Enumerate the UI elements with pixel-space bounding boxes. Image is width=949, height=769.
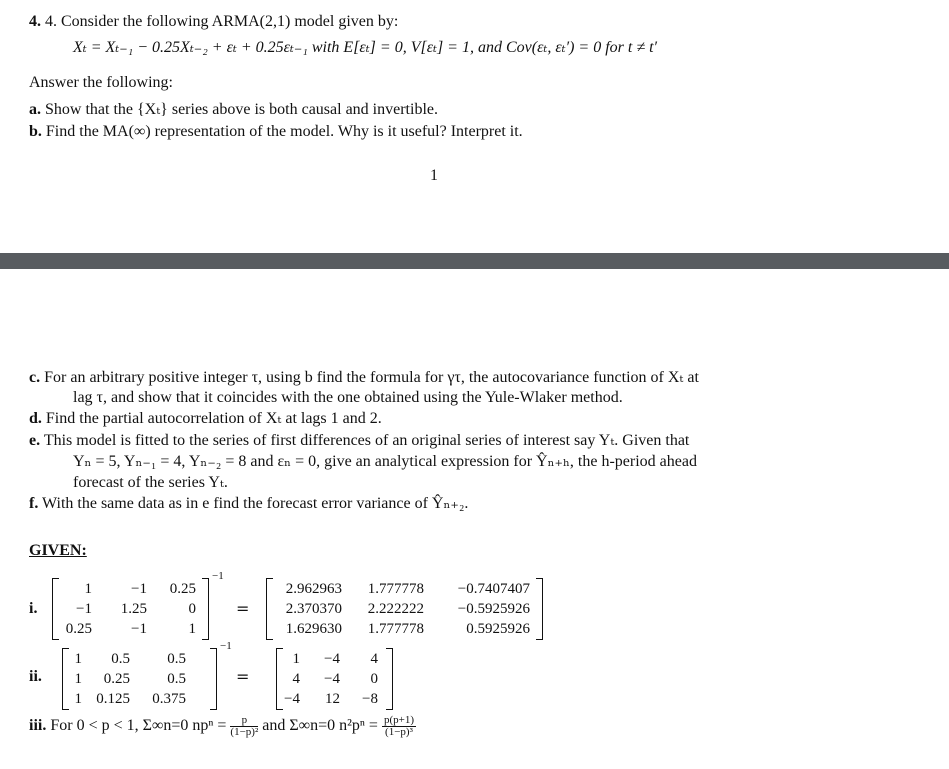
matrix-i-left-cell: −1 [131, 621, 147, 637]
matrix-ii-right-cell: −8 [362, 691, 378, 707]
part-c [29, 368, 699, 388]
part-a-text: Show that the {Xₜ} series above is both causal and invertible. [45, 101, 438, 118]
matrix-ii-right-cell: 4 [292, 671, 300, 687]
equals-sign: = [236, 599, 250, 618]
matrix-ii-right-cell: 4 [370, 651, 378, 667]
matrix-i-right-cell: 2.370370 [285, 601, 342, 617]
matrix-ii-right [276, 646, 401, 712]
matrix-i-right [266, 576, 551, 642]
part-c-text-2: lag τ, and show that it coincides with the one obtained using the Yule-Wlaker method. [73, 389, 623, 406]
part-b [29, 122, 523, 142]
fraction-1-den: (1−p)² [230, 726, 259, 738]
inverse-superscript: −1 [212, 570, 224, 582]
matrix-ii-right-cell: −4 [324, 671, 340, 687]
bracket-left [52, 578, 59, 640]
matrix-i-left-cell: 0.25 [65, 621, 92, 637]
given-ii-label: ii. [29, 668, 42, 685]
matrix-ii-right-cell: 0 [370, 671, 378, 687]
given-heading: GIVEN: [29, 542, 87, 559]
matrix-i-right-cell: 1.777778 [367, 581, 424, 597]
fraction-2-num: p(p+1) [383, 714, 414, 726]
fraction-1 [230, 715, 258, 738]
matrix-ii-left-cell: 0.5 [167, 651, 186, 667]
matrix-ii-right-cell: 1 [292, 651, 300, 667]
matrix-i-left-cell: 1.25 [120, 601, 147, 617]
part-b-text: Find the MA(∞) representation of the model. Why is it useful? Interpret it. [45, 123, 523, 140]
page-2 [0, 269, 949, 769]
part-f [29, 494, 468, 514]
model-equation: Xₜ = Xₜ₋₁ − 0.25Xₜ₋₂ + εₜ + 0.25εₜ₋₁ with E[εₜ] = 0, V[εₜ] = 1, and Cov(εₜ, εₜ′) = 0 for t ≠ t′ [73, 39, 658, 56]
matrix-ii-left-cell: 1 [74, 691, 82, 707]
inverse-superscript: −1 [220, 640, 232, 652]
part-d [29, 409, 382, 429]
fraction-1-num: p [230, 715, 258, 727]
part-e [29, 431, 689, 451]
matrix-i-left-cell: −1 [131, 581, 147, 597]
given-iii-text: For 0 < p < 1, Σ∞n=0 npⁿ = [50, 717, 227, 735]
part-e-text-1: This model is fitted to the series of first differences of an original series of interest say Yₜ. Given that [43, 432, 690, 449]
part-e-text-2: Yₙ = 5, Yₙ₋₁ = 4, Yₙ₋₂ = 8 and εₙ = 0, give an analytical expression for Ŷₙ₊ₕ, the h-period ahead [73, 453, 697, 470]
part-f-label: f. [29, 495, 39, 512]
part-a [29, 100, 438, 120]
matrix-ii-left-cell: 0.5 [111, 651, 130, 667]
matrix-ii-left-cell: 1 [74, 651, 82, 667]
given-iii [29, 715, 416, 738]
question-heading: 4. 4. Consider the following ARMA(2,1) model given by: [29, 13, 399, 30]
matrix-i-right-cell: 0.5925926 [466, 621, 530, 637]
matrix-ii-left-cell: 0.125 [96, 691, 130, 707]
matrix-i-left-cell: 1 [84, 581, 92, 597]
matrix-i-right-cell: 1.777778 [367, 621, 424, 637]
given-iii-and: and Σ∞n=0 n²pⁿ = [262, 717, 378, 735]
bracket-right [536, 578, 543, 640]
matrix-ii-left-cell: 0.375 [152, 691, 186, 707]
matrix-ii-left-cell: 1 [74, 671, 82, 687]
bracket-left [276, 648, 283, 710]
question-heading-text: 4. Consider the following ARMA(2,1) model given by: [45, 13, 399, 30]
bracket-right [386, 648, 393, 710]
answer-instruction: Answer the following: [29, 74, 173, 91]
page-divider [0, 253, 949, 269]
bracket-left [266, 578, 273, 640]
part-b-label: b. [29, 123, 42, 140]
fraction-2-den: (1−p)³ [385, 726, 413, 738]
matrix-i-right-cell: 2.222222 [367, 601, 424, 617]
matrix-ii-right-cell: −4 [324, 651, 340, 667]
matrix-ii-left-cell: 0.25 [103, 671, 130, 687]
bracket-right [210, 648, 217, 710]
part-c-text-1: For an arbitrary positive integer τ, using b find the formula for γτ, the autocovariance function of Xₜ at [44, 369, 699, 386]
matrix-i-right-cell: 2.962963 [285, 581, 342, 597]
part-a-label: a. [29, 101, 41, 118]
bracket-right [202, 578, 209, 640]
matrix-i-right-cell: −0.5925926 [457, 601, 530, 617]
part-f-text: With the same data as in e find the forecast error variance of Ŷₙ₊₂. [42, 495, 469, 512]
part-e-label: e. [29, 432, 41, 449]
given-i-label: i. [29, 600, 38, 617]
part-d-label: d. [29, 410, 42, 427]
equals-sign: = [236, 667, 250, 686]
matrix-i-right-cell: −0.7407407 [457, 581, 530, 597]
matrix-ii-right-cell: −4 [284, 691, 300, 707]
matrix-ii-right-cell: 12 [325, 691, 340, 707]
page-number: 1 [430, 167, 438, 184]
matrix-i-right-cell: 1.629630 [285, 621, 342, 637]
matrix-ii-left-cell: 0.5 [167, 671, 186, 687]
matrix-i-left-cell: 0.25 [169, 581, 196, 597]
matrix-i-left-cell: −1 [76, 601, 92, 617]
matrix-i-left-cell: 1 [188, 621, 196, 637]
given-iii-label: iii. [29, 717, 47, 735]
matrix-i-left-cell: 0 [188, 601, 196, 617]
page-1 [0, 0, 949, 253]
matrix-ii-left [62, 640, 232, 712]
fraction-2 [382, 715, 416, 738]
part-e-text-3: forecast of the series Yₜ. [73, 474, 228, 491]
part-d-text: Find the partial autocorrelation of Xₜ at lags 1 and 2. [45, 410, 382, 427]
matrix-i-left [52, 570, 224, 642]
part-c-label: c. [29, 369, 41, 386]
bracket-left [62, 648, 69, 710]
